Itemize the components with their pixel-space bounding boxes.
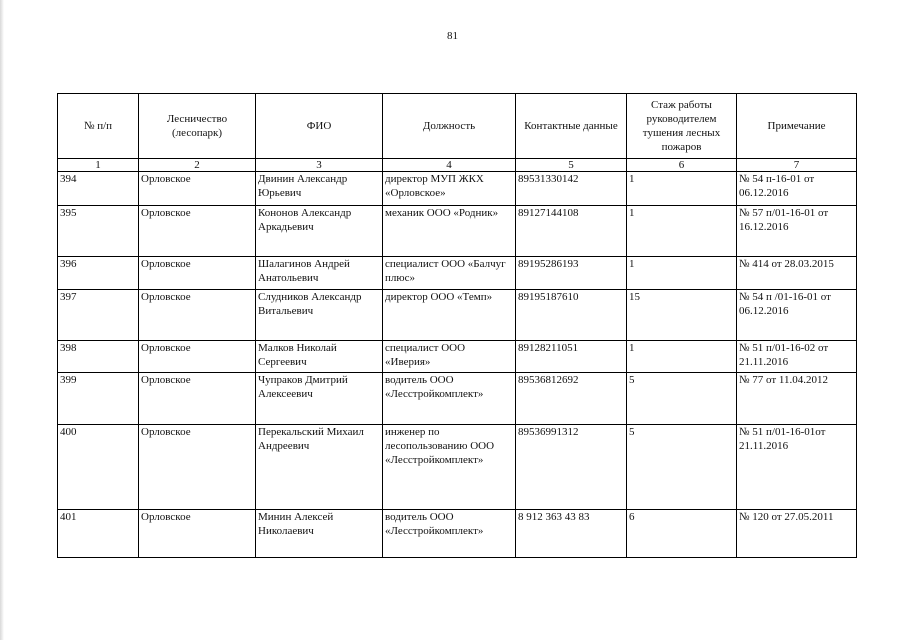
column-number: 5 (516, 159, 627, 172)
cell-note: № 51 п/01-16-01от 21.11.2016 (737, 425, 857, 510)
cell-number: 400 (58, 425, 139, 510)
cell-forestry: Орловское (139, 425, 256, 510)
cell-note: № 57 п/01-16-01 от 16.12.2016 (737, 206, 857, 257)
table-row (58, 425, 857, 510)
cell-number: 401 (58, 510, 139, 558)
cell-contacts: 89536991312 (516, 425, 627, 510)
table-row (58, 172, 857, 206)
header-contacts: Контактные данные (516, 94, 627, 159)
cell-forestry: Орловское (139, 341, 256, 373)
cell-number: 395 (58, 206, 139, 257)
cell-note: № 120 от 27.05.2011 (737, 510, 857, 558)
cell-experience: 1 (627, 206, 737, 257)
cell-forestry: Орловское (139, 510, 256, 558)
header-number: № п/п (58, 94, 139, 159)
cell-position: водитель ООО «Лесстройкомплект» (383, 373, 516, 425)
table-row (58, 290, 857, 341)
header-note: Примечание (737, 94, 857, 159)
cell-note: № 414 от 28.03.2015 (737, 257, 857, 290)
column-number-row (58, 159, 857, 172)
cell-experience: 15 (627, 290, 737, 341)
cell-fio: Кононов Александр Аркадьевич (256, 206, 383, 257)
cell-forestry: Орловское (139, 373, 256, 425)
cell-forestry: Орловское (139, 206, 256, 257)
cell-note: № 54 п /01-16-01 от 06.12.2016 (737, 290, 857, 341)
table-row (58, 373, 857, 425)
table-row (58, 206, 857, 257)
table-row (58, 510, 857, 558)
header-row (58, 94, 857, 159)
cell-number: 398 (58, 341, 139, 373)
cell-number: 394 (58, 172, 139, 206)
column-number: 1 (58, 159, 139, 172)
cell-fio: Минин Алексей Николаевич (256, 510, 383, 558)
page-number: 81 (447, 30, 458, 42)
cell-note: № 77 от 11.04.2012 (737, 373, 857, 425)
cell-experience: 5 (627, 425, 737, 510)
cell-position: специалист ООО «Балчуг плюс» (383, 257, 516, 290)
header-position: Должность (383, 94, 516, 159)
column-number: 3 (256, 159, 383, 172)
cell-position: водитель ООО «Лесстройкомплект» (383, 510, 516, 558)
cell-experience: 1 (627, 172, 737, 206)
cell-position: директор ООО «Темп» (383, 290, 516, 341)
cell-contacts: 89531330142 (516, 172, 627, 206)
cell-contacts: 89195286193 (516, 257, 627, 290)
cell-contacts: 89536812692 (516, 373, 627, 425)
cell-number: 399 (58, 373, 139, 425)
table-row (58, 341, 857, 373)
cell-note: № 54 п-16-01 от 06.12.2016 (737, 172, 857, 206)
cell-experience: 5 (627, 373, 737, 425)
cell-fio: Двинин Александр Юрьевич (256, 172, 383, 206)
cell-position: механик ООО «Родник» (383, 206, 516, 257)
cell-fio: Чупраков Дмитрий Алексеевич (256, 373, 383, 425)
cell-contacts: 89128211051 (516, 341, 627, 373)
cell-experience: 1 (627, 341, 737, 373)
header-experience: Стаж работы руководителем тушения лесных пожаров (627, 94, 737, 159)
cell-forestry: Орловское (139, 172, 256, 206)
cell-position: директор МУП ЖКХ «Орловское» (383, 172, 516, 206)
cell-forestry: Орловское (139, 257, 256, 290)
fire-leaders-table (57, 93, 857, 558)
cell-number: 397 (58, 290, 139, 341)
cell-note: № 51 п/01-16-02 от 21.11.2016 (737, 341, 857, 373)
cell-contacts: 89195187610 (516, 290, 627, 341)
cell-fio: Шалагинов Андрей Анатольевич (256, 257, 383, 290)
cell-position: инженер по лесопользованию ООО «Лесстройкомплект» (383, 425, 516, 510)
column-number: 4 (383, 159, 516, 172)
header-forestry: Лесничество (лесопарк) (139, 94, 256, 159)
header-fio: ФИО (256, 94, 383, 159)
cell-experience: 1 (627, 257, 737, 290)
cell-contacts: 89127144108 (516, 206, 627, 257)
cell-fio: Перекальский Михаил Андреевич (256, 425, 383, 510)
table-row (58, 257, 857, 290)
column-number: 2 (139, 159, 256, 172)
cell-fio: Слудников Александр Витальевич (256, 290, 383, 341)
cell-position: специалист ООО «Иверия» (383, 341, 516, 373)
column-number: 6 (627, 159, 737, 172)
cell-experience: 6 (627, 510, 737, 558)
cell-fio: Малков Николай Сергеевич (256, 341, 383, 373)
cell-forestry: Орловское (139, 290, 256, 341)
cell-number: 396 (58, 257, 139, 290)
column-number: 7 (737, 159, 857, 172)
cell-contacts: 8 912 363 43 83 (516, 510, 627, 558)
scan-edge-shadow (0, 0, 4, 640)
